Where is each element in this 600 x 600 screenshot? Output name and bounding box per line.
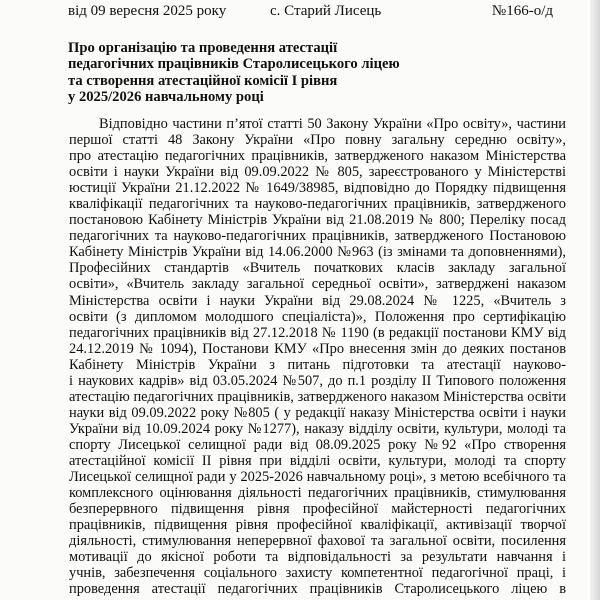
body-line: першої статті 48 Закону України «Про повну загальну середню освіту»,	[69, 132, 566, 149]
body-line: діяльності, стимулювання неперервної фахової та загальної освіти, посилення	[69, 533, 566, 550]
body-line: Лисецької селищної ради у 2025-2026 навчальному році», з метою всебічного та	[69, 469, 566, 486]
body-line: Кабінету Міністрів України з питань підготовки та атестації науково-	[69, 356, 566, 373]
title-line: у 2025/2026 навчальному році	[68, 89, 264, 106]
body-line: юстиції України 21.12.2022 № 1649/38985, відповідно до Порядку підвищення	[69, 180, 566, 197]
body-line: Кабінету Міністрів України від 14.06.2000 №963 (із змінами та доповненнями),	[69, 244, 566, 261]
body-line: Відповідно частини п’ятої статті 50 Закону України «Про освіту», частини	[99, 116, 566, 132]
body-line: постановою Кабінету Міністрів України від 21.08.2019 № 800; Переліку посад	[69, 212, 566, 229]
order-title	[68, 40, 400, 106]
body-line: освіти (з дипломом молодшого спеціаліста)», Положення про сертифікацію	[69, 308, 566, 325]
title-line: педагогічних працівників Старолисецького ліцею	[68, 56, 400, 73]
body-line: педагогічних та науково-педагогічних працівників, затвердженого Постановою	[69, 228, 566, 245]
body-line: про атестацію педагогічних працівників, затвердженого наказом Міністерства	[69, 148, 566, 165]
body-line: Міністерства освіти і науки України від 29.08.2024 № 1225, «Вчитель з	[69, 292, 566, 309]
body-line: мотивації до якісної роботи та відповідальності за результати навчання і	[69, 549, 566, 566]
body-line: працівників, підвищення рівня професійної кваліфікації, активізації творчої	[69, 517, 566, 534]
order-date: від 09 вересня 2025 року	[68, 3, 227, 19]
order-number: №166-о/д	[491, 3, 553, 19]
body-line: комплексного оцінювання діяльності педагогічних працівників, стимулювання	[69, 485, 566, 502]
order-body	[69, 116, 566, 597]
title-line: та створення атестаційної комісії І рівня	[68, 72, 338, 89]
title-line: Про організацію та проведення атестації	[68, 40, 338, 56]
order-place: с. Старий Лисець	[270, 3, 382, 19]
body-line: безперервного підвищення рівня професійної майстерності педагогічних	[69, 501, 566, 518]
body-line: кваліфікації педагогічних та науково-педагогічних працівників, затвердженого	[69, 196, 566, 213]
body-line: освіти і науки України від 09.09.2022 № 805, зареєстрованого у Міністерстві	[69, 164, 566, 181]
body-line: науки від 09.09.2022 року №805 ( у редакції наказу Міністерства освіти і науки	[69, 404, 566, 421]
scan-edge	[590, 0, 600, 600]
body-line: і наукових кадрів» від 03.05.2024 №507, до п.1 розділу II Типового положення	[69, 372, 566, 389]
body-line: освіти», «Вчитель закладу загальної середньої освіти», затверджені наказом	[69, 276, 566, 293]
body-line: атестацію педагогічних працівників, затвердженого наказом Міністерства освіти	[69, 388, 566, 405]
body-line: атестаційної комісії II рівня при відділі освіти, культури, молоді та спорту	[69, 452, 566, 469]
body-line: проведення атестації педагогічних працівників Старолисецького ліцею в	[69, 581, 566, 598]
body-line: педагогічних працівників від 27.12.2018 № 1190 (в редакції постанови КМУ від	[69, 324, 566, 341]
body-line: України від 10.09.2024 року №1277), наказу відділу освіти, культури, молоді та	[69, 420, 566, 437]
body-line: учнів, забезпечення соціального захисту компетентної педагогічної праці, і	[69, 565, 566, 582]
body-line: спорту Лисецької селищної ради від 08.09.2025 року №92 «Про створення	[69, 436, 566, 453]
body-line: Професійних стандартів «Вчитель початкових класів закладу загальної	[69, 260, 566, 277]
body-line: 24.12.2019 № 1094), Постанови КМУ «Про внесення змін до деяких постанов	[69, 340, 566, 357]
